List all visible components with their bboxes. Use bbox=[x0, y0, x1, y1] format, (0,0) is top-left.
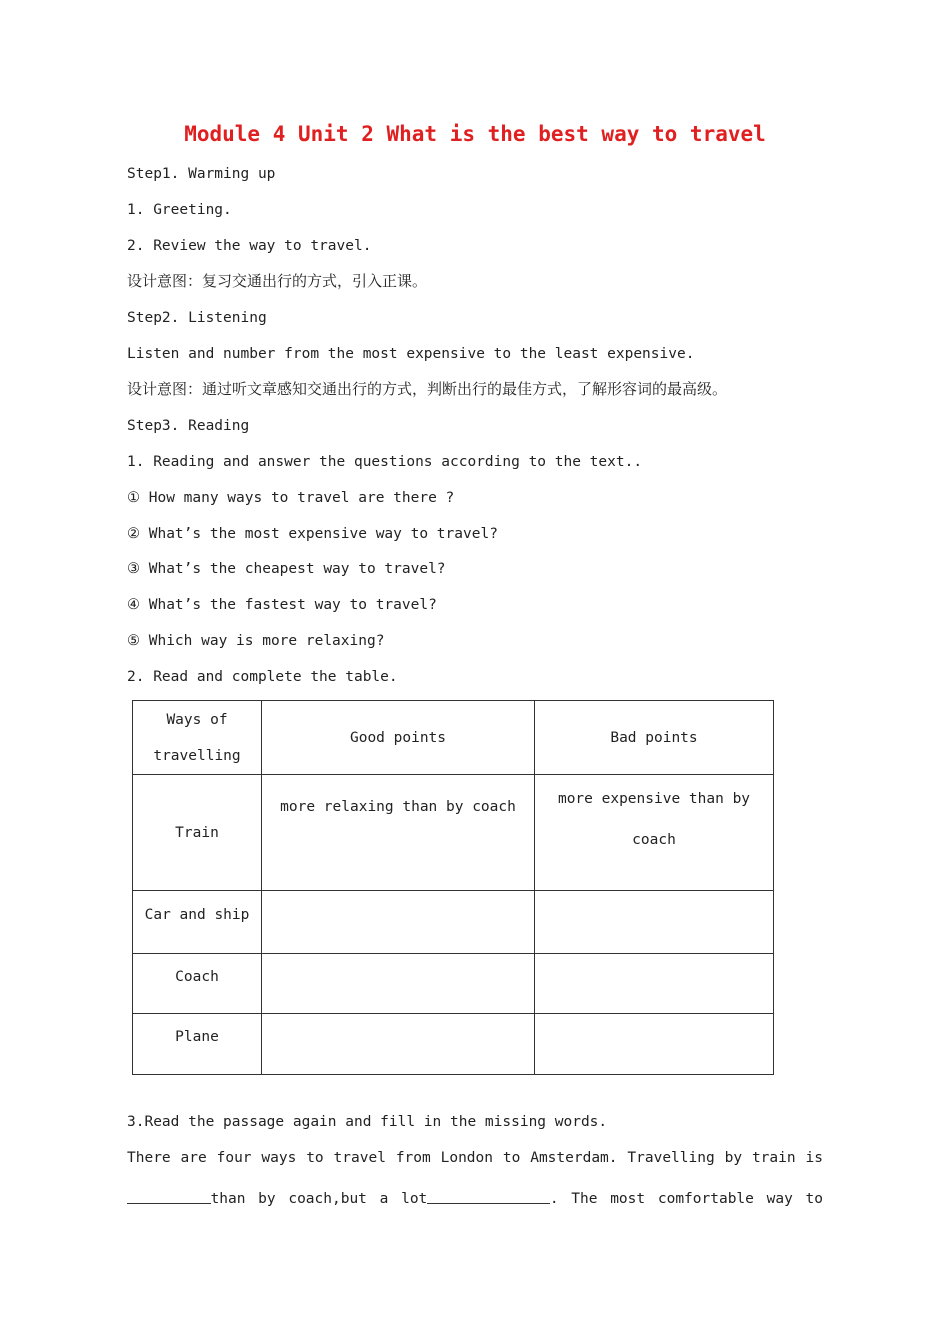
row-coach-way bbox=[133, 954, 262, 1014]
row-coach-good[interactable] bbox=[262, 954, 535, 1014]
passage-line-1 bbox=[127, 1148, 823, 1168]
header-bad-points: Bad points bbox=[535, 701, 774, 775]
passage-segment: but a lot bbox=[340, 1191, 428, 1207]
fill-blank-1[interactable] bbox=[127, 1189, 211, 1204]
fill-blank-2[interactable] bbox=[427, 1189, 550, 1204]
table-row bbox=[133, 1014, 774, 1075]
header-ways bbox=[133, 701, 262, 775]
passage-word: by bbox=[724, 1150, 743, 1166]
step1-intent: 设计意图：复习交通出行的方式，引入正课。 bbox=[127, 272, 428, 290]
question-4: ④ What’s the fastest way to travel? bbox=[127, 597, 437, 613]
passage-word: train bbox=[751, 1150, 796, 1166]
passage-word: is bbox=[805, 1150, 823, 1166]
row-plane-good[interactable] bbox=[262, 1014, 535, 1075]
passage-word: are bbox=[180, 1150, 207, 1166]
row-car-ship-way-text: Car and ship bbox=[144, 907, 250, 923]
passage-segment: than by coach, bbox=[210, 1191, 341, 1207]
passage-segment: . The most comfortable way to bbox=[549, 1191, 823, 1207]
step3-heading: Step3. Reading bbox=[127, 418, 250, 434]
passage-word: There bbox=[127, 1150, 171, 1166]
question-2: ② What’s the most expensive way to travel? bbox=[127, 526, 498, 542]
step2-intent: 设计意图：通过听文章感知交通出行的方式，判断出行的最佳方式，了解形容词的最高级。 bbox=[127, 380, 728, 398]
step1-heading: Step1. Warming up bbox=[127, 166, 276, 182]
step2-task: Listen and number from the most expensive to the least expensive. bbox=[127, 346, 695, 362]
step3-task2: 2. Read and complete the table. bbox=[127, 669, 398, 685]
passage-word: ways bbox=[261, 1150, 297, 1166]
question-1: ① How many ways to travel are there ? bbox=[127, 490, 455, 506]
header-ways-line2: travelling bbox=[153, 747, 241, 764]
row-train-bad bbox=[535, 775, 774, 891]
page-title: Module 4 Unit 2 What is the best way to travel bbox=[184, 122, 766, 146]
row-train-bad-line2: coach bbox=[632, 832, 676, 848]
row-train-bad-line1: more expensive than by bbox=[557, 791, 751, 807]
passage-word: London bbox=[440, 1150, 493, 1166]
step3-task1: 1. Reading and answer the questions according to the text.. bbox=[127, 454, 643, 470]
row-train-good-text: more relaxing than by coach bbox=[280, 799, 516, 815]
row-plane-way bbox=[133, 1014, 262, 1075]
row-plane-bad[interactable] bbox=[535, 1014, 774, 1075]
table-header-row bbox=[133, 701, 774, 775]
row-train-good bbox=[262, 775, 535, 891]
table-row bbox=[133, 775, 774, 891]
row-car-ship-way bbox=[133, 891, 262, 954]
table-row bbox=[133, 891, 774, 954]
passage-word: to bbox=[306, 1150, 324, 1166]
row-car-ship-good[interactable] bbox=[262, 891, 535, 954]
row-plane-way-text: Plane bbox=[175, 1029, 219, 1045]
question-5: ⑤ Which way is more relaxing? bbox=[127, 633, 385, 649]
passage-word: four bbox=[216, 1150, 252, 1166]
passage-word: Amsterdam. bbox=[530, 1150, 618, 1166]
step2-heading: Step2. Listening bbox=[127, 310, 267, 326]
row-car-ship-bad[interactable] bbox=[535, 891, 774, 954]
step1-item-greeting: 1. Greeting. bbox=[127, 202, 232, 218]
header-ways-line1: Ways of bbox=[166, 711, 228, 728]
step3-task3: 3.Read the passage again and fill in the missing words. bbox=[127, 1114, 608, 1130]
row-coach-way-text: Coach bbox=[175, 969, 219, 985]
header-good-points: Good points bbox=[262, 701, 535, 775]
passage-word: from bbox=[395, 1150, 431, 1166]
question-3: ③ What’s the cheapest way to travel? bbox=[127, 561, 446, 577]
row-coach-bad[interactable] bbox=[535, 954, 774, 1014]
table-row bbox=[133, 954, 774, 1014]
passage-word: Travelling bbox=[627, 1150, 715, 1166]
passage-word: to bbox=[502, 1150, 521, 1166]
row-train-way: Train bbox=[133, 775, 262, 891]
passage-word: travel bbox=[333, 1150, 386, 1166]
travel-table bbox=[132, 700, 774, 1075]
step1-item-review: 2. Review the way to travel. bbox=[127, 238, 372, 254]
passage-line-2 bbox=[127, 1189, 823, 1209]
